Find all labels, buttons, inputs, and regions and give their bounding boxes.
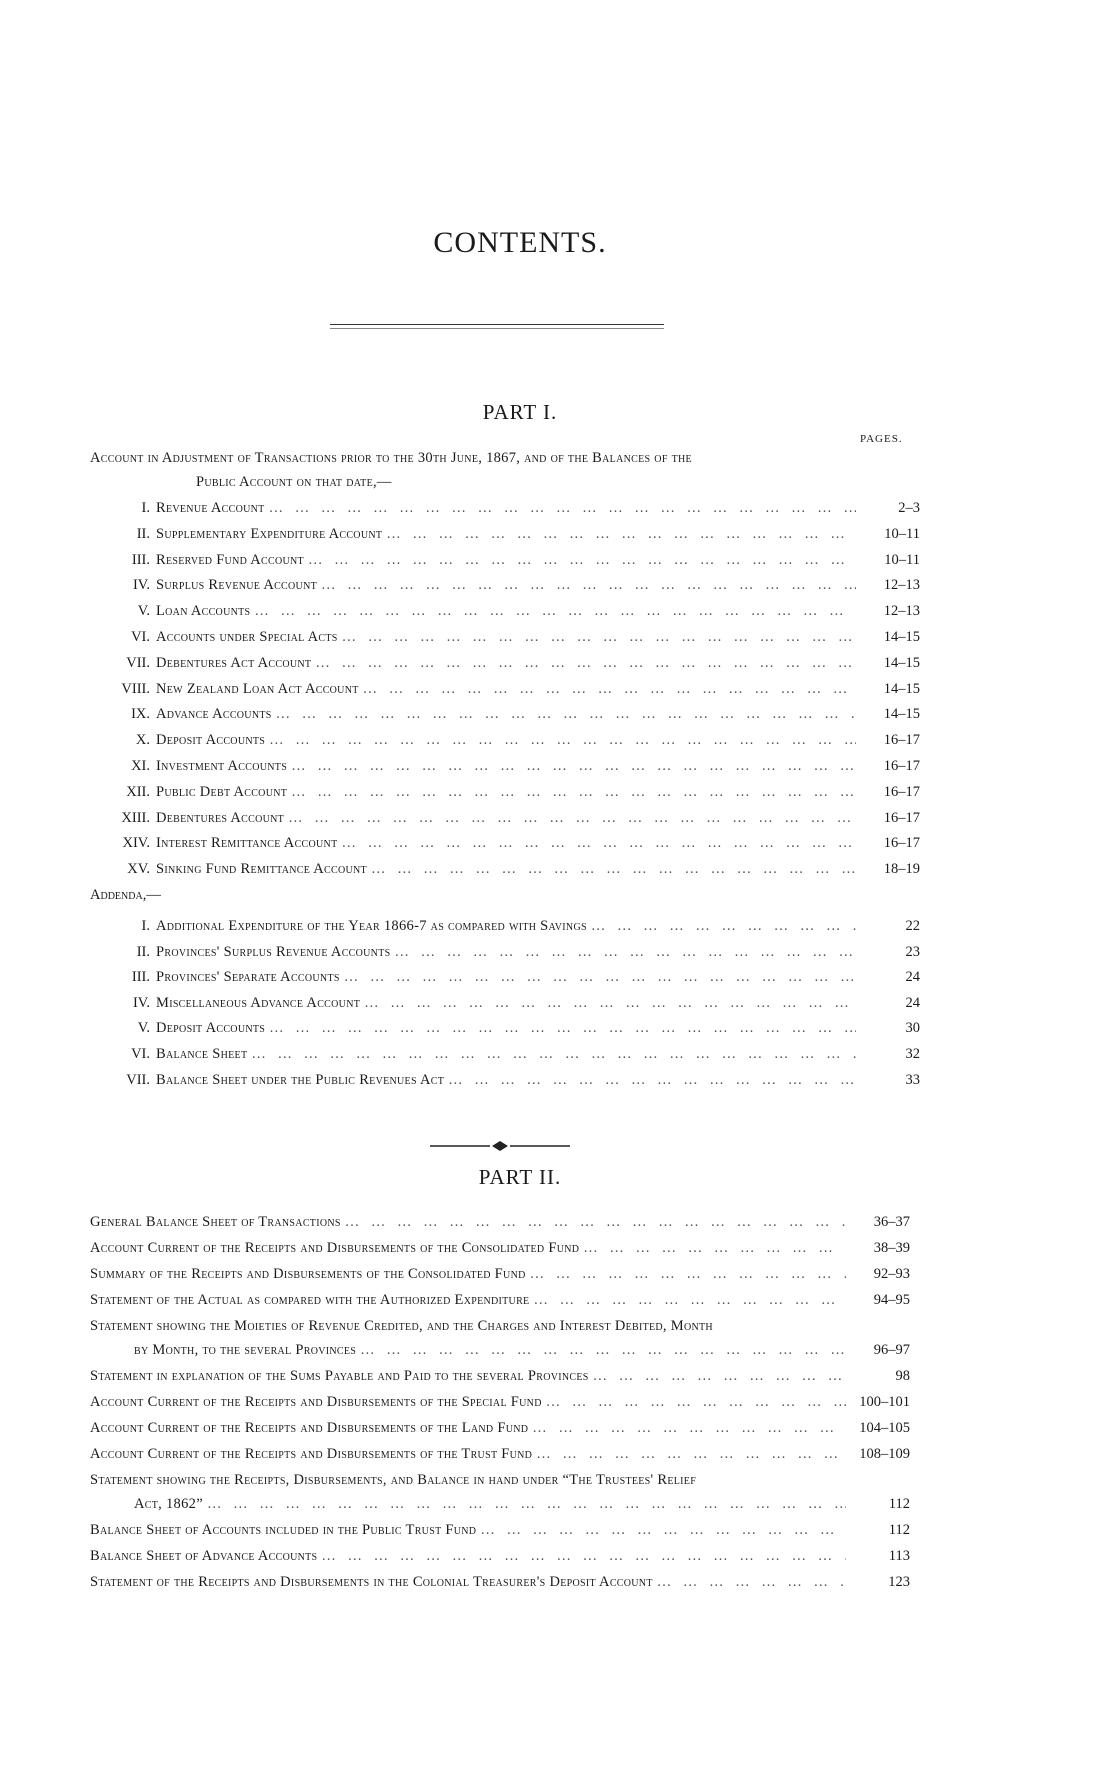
leader-dots [308,548,856,572]
page-title: CONTENTS. [433,226,607,259]
leader-dots [321,573,856,597]
entry-label: Deposit Accounts [156,732,266,749]
part1-heading: PART I. [482,400,558,424]
entry-row [90,1390,910,1414]
entry-pages: 16–17 [883,835,920,852]
entry-label-continued: Act, 1862” [134,1496,203,1512]
entry-row [90,1442,910,1466]
entry-number: XI. [131,758,150,774]
entry-label: Loan Accounts [156,603,251,620]
leader-dots [480,1518,846,1542]
entry-label: Interest Remittance Account [156,835,338,852]
leader-dots [269,496,856,520]
entry-row [90,1468,910,1492]
toc-entry [90,1442,910,1466]
entry-row [90,1416,910,1440]
toc-entry [90,1468,910,1516]
entry-pages: 123 [888,1574,910,1590]
entry-label: Provinces' Separate Accounts [156,969,340,986]
leader-dots [593,1364,846,1388]
entry-pages: 36–37 [873,1214,910,1230]
section-divider [430,1140,570,1152]
toc-entry [90,573,920,597]
toc-entry [90,914,920,938]
entry-label: Statement of the Actual as compared with the Authorized Expenditure [90,1292,530,1308]
entry-label: Deposit Accounts [156,1020,266,1037]
toc-entry [90,599,920,623]
entry-pages: 24 [905,969,920,986]
toc-entry [90,1288,910,1312]
leader-dots [448,1068,856,1092]
entry-label: Statement showing the Moieties of Revenue Credited, and the Charges and Interest Debited, Month [90,1318,713,1334]
entry-number: V. [137,1020,150,1037]
entry-number: V. [137,603,150,620]
entry-label: Statement of the Receipts and Disbursements in the Colonial Treasurer's Deposit Account [90,1574,653,1590]
entry-label: Supplementary Expenditure Account [156,525,383,542]
toc-entry [90,965,920,989]
toc-entry [90,1042,920,1066]
entry-pages: 23 [905,943,920,960]
entry-row [90,1364,910,1388]
entry-pages: 14–15 [883,654,920,671]
toc-entry [90,1570,910,1594]
toc-entry [90,780,920,804]
part1-intro-line2: Public Account on that date,— [196,474,392,490]
entry-pages: 14–15 [883,680,920,697]
toc-entry [90,1544,910,1568]
leader-dots [345,1210,846,1234]
leader-dots [591,914,856,938]
entry-number: VI. [131,629,150,645]
entry-number: II. [136,943,150,960]
entry-number: VII. [126,1071,150,1088]
toc-entry [90,702,920,726]
entry-label: Balance Sheet of Accounts included in the Public Trust Fund [90,1522,477,1538]
toc-entry [90,1364,910,1388]
entry-label: Reserved Fund Account [156,551,304,568]
toc-entry [90,625,920,649]
entry-row [90,1236,910,1260]
leader-dots [364,991,856,1015]
entry-pages: 12–13 [883,577,920,594]
entry-pages: 32 [905,1046,920,1062]
leader-dots [532,1416,846,1440]
entry-label: Statement showing the Receipts, Disbursements, and Balance in hand under “The Trustees' Relief [90,1472,697,1488]
toc-entry [90,677,920,701]
entry-label: Summary of the Receipts and Disbursements of the Consolidated Fund [90,1266,526,1282]
toc-entry [90,991,920,1015]
entry-label: New Zealand Loan Act Account [156,680,359,697]
toc-entry [90,1390,910,1414]
leader-dots [207,1492,846,1516]
entry-pages: 14–15 [883,706,920,723]
entry-number: XIII. [121,809,150,826]
leader-dots [315,651,856,675]
entry-number: X. [135,732,150,749]
entry-pages: 16–17 [883,732,920,749]
entry-label: Advance Accounts [156,706,272,723]
entry-row [90,1314,910,1338]
entry-pages: 2–3 [898,500,920,516]
entry-row [90,1288,910,1312]
entry-pages: 96–97 [873,1342,910,1358]
entry-label: Accounts under Special Acts [156,629,338,645]
entry-pages: 30 [905,1020,920,1037]
leader-dots [657,1570,846,1594]
entry-pages: 12–13 [883,603,920,620]
entry-pages: 94–95 [873,1292,910,1308]
toc-entry [90,522,920,546]
leader-dots [291,754,856,778]
entry-row [90,1518,910,1542]
leader-dots [536,1442,846,1466]
entry-label: Account Current of the Receipts and Disbursements of the Land Fund [90,1420,529,1436]
leader-dots [269,728,856,752]
entry-row [90,1338,910,1362]
entry-pages: 16–17 [883,809,920,826]
leader-dots [394,940,856,964]
toc-entry [90,1236,910,1260]
entry-label: Statement in explanation of the Sums Payable and Paid to the several Provinces [90,1368,589,1384]
entry-pages: 16–17 [883,783,920,800]
entry-label: Miscellaneous Advance Account [156,994,361,1011]
leader-dots [530,1262,846,1286]
entry-label: Balance Sheet under the Public Revenues Act [156,1071,445,1088]
entry-pages: 10–11 [884,525,920,542]
entry-label: Investment Accounts [156,758,288,774]
title-rule-secondary [330,328,664,329]
part1-intro [90,446,870,494]
leader-dots [254,599,856,623]
toc-entry [90,496,920,520]
toc-entry [90,1262,910,1286]
entry-pages: 24 [905,994,920,1011]
entry-pages: 14–15 [883,629,920,645]
entry-label: Debentures Account [156,809,285,826]
entry-label: Sinking Fund Remittance Account [156,861,367,878]
entry-label: Surplus Revenue Account [156,577,318,594]
leader-dots [371,857,856,881]
entry-label: Additional Expenditure of the Year 1866-7 as compared with Savings [156,918,587,934]
entry-pages: 16–17 [883,758,920,774]
entry-label: Debentures Act Account [156,654,312,671]
leader-dots [291,780,856,804]
leader-dots [583,1236,846,1260]
leader-dots [363,677,856,701]
title-rule [330,324,664,325]
leader-dots [360,1338,846,1362]
leader-dots [344,965,856,989]
entry-pages: 112 [888,1522,910,1538]
entry-row [90,1210,910,1234]
leader-dots [288,806,856,830]
entry-pages: 18–19 [883,861,920,878]
entry-pages: 100–101 [859,1394,910,1410]
toc-entry [90,940,920,964]
entry-number: II. [136,525,150,542]
leader-dots [251,1042,856,1066]
toc-entry [90,1068,920,1092]
entry-number: XV. [127,861,150,878]
entry-pages: 104–105 [859,1420,910,1436]
toc-entry [90,1016,920,1040]
entry-number: IX. [131,706,150,723]
entry-label: Balance Sheet of Advance Accounts [90,1548,318,1564]
leader-dots [276,702,856,726]
leader-dots [342,831,857,855]
entry-pages: 38–39 [873,1240,910,1256]
entry-number: I. [141,918,150,934]
entry-label: Account Current of the Receipts and Disbursements of the Special Fund [90,1394,542,1410]
toc-entry [90,831,920,855]
entry-number: IV. [132,577,150,594]
entry-pages: 10–11 [884,551,920,568]
toc-entry [90,754,920,778]
entry-pages: 108–109 [859,1446,910,1462]
entry-number: IV. [132,994,150,1011]
leader-dots [533,1288,846,1312]
entry-label-continued: by Month, to the several Provinces [134,1342,357,1358]
toc-entry [90,1210,910,1234]
entry-number: XII. [126,783,150,800]
toc-entry [90,651,920,675]
entry-row [90,1544,910,1568]
addenda-heading: Addenda,— [90,887,161,903]
entry-label: Balance Sheet [156,1046,248,1062]
leader-dots [321,1544,846,1568]
entry-number: III. [131,551,150,568]
entry-number: III. [131,969,150,986]
entry-number: VIII. [121,680,150,697]
entry-row [90,1262,910,1286]
entry-number: VII. [126,654,150,671]
pages-column-label: PAGES. [860,433,903,445]
entry-row [90,1492,910,1516]
entry-pages: 33 [905,1071,920,1088]
leader-dots [546,1390,846,1414]
entry-label: Revenue Account [156,500,265,516]
leader-dots [342,625,856,649]
leader-dots [269,1016,856,1040]
entry-number: VI. [131,1046,150,1062]
entry-pages: 98 [895,1368,910,1384]
entry-number: XIV. [122,835,150,852]
toc-entry [90,1314,910,1362]
toc-entry [90,1416,910,1440]
toc-entry [90,548,920,572]
toc-entry [90,806,920,830]
entry-label: Account Current of the Receipts and Disbursements of the Consolidated Fund [90,1240,580,1256]
entry-pages: 92–93 [873,1266,910,1282]
entry-pages: 113 [888,1548,910,1564]
entry-number: I. [141,500,150,516]
leader-dots [386,522,856,546]
toc-entry [90,728,920,752]
entry-label: Provinces' Surplus Revenue Accounts [156,943,391,960]
toc-entry [90,857,920,881]
entry-label: Public Debt Account [156,783,288,800]
entry-row [90,1570,910,1594]
part2-heading: PART II. [478,1165,562,1189]
toc-entry [90,1518,910,1542]
entry-pages: 22 [905,918,920,934]
entry-label: General Balance Sheet of Transactions [90,1214,341,1230]
part1-intro-line1: Account in Adjustment of Transactions prior to the 30th June, 1867, and of the Balances of the [90,450,692,466]
entry-label: Account Current of the Receipts and Disbursements of the Trust Fund [90,1446,533,1462]
entry-pages: 112 [888,1496,910,1512]
